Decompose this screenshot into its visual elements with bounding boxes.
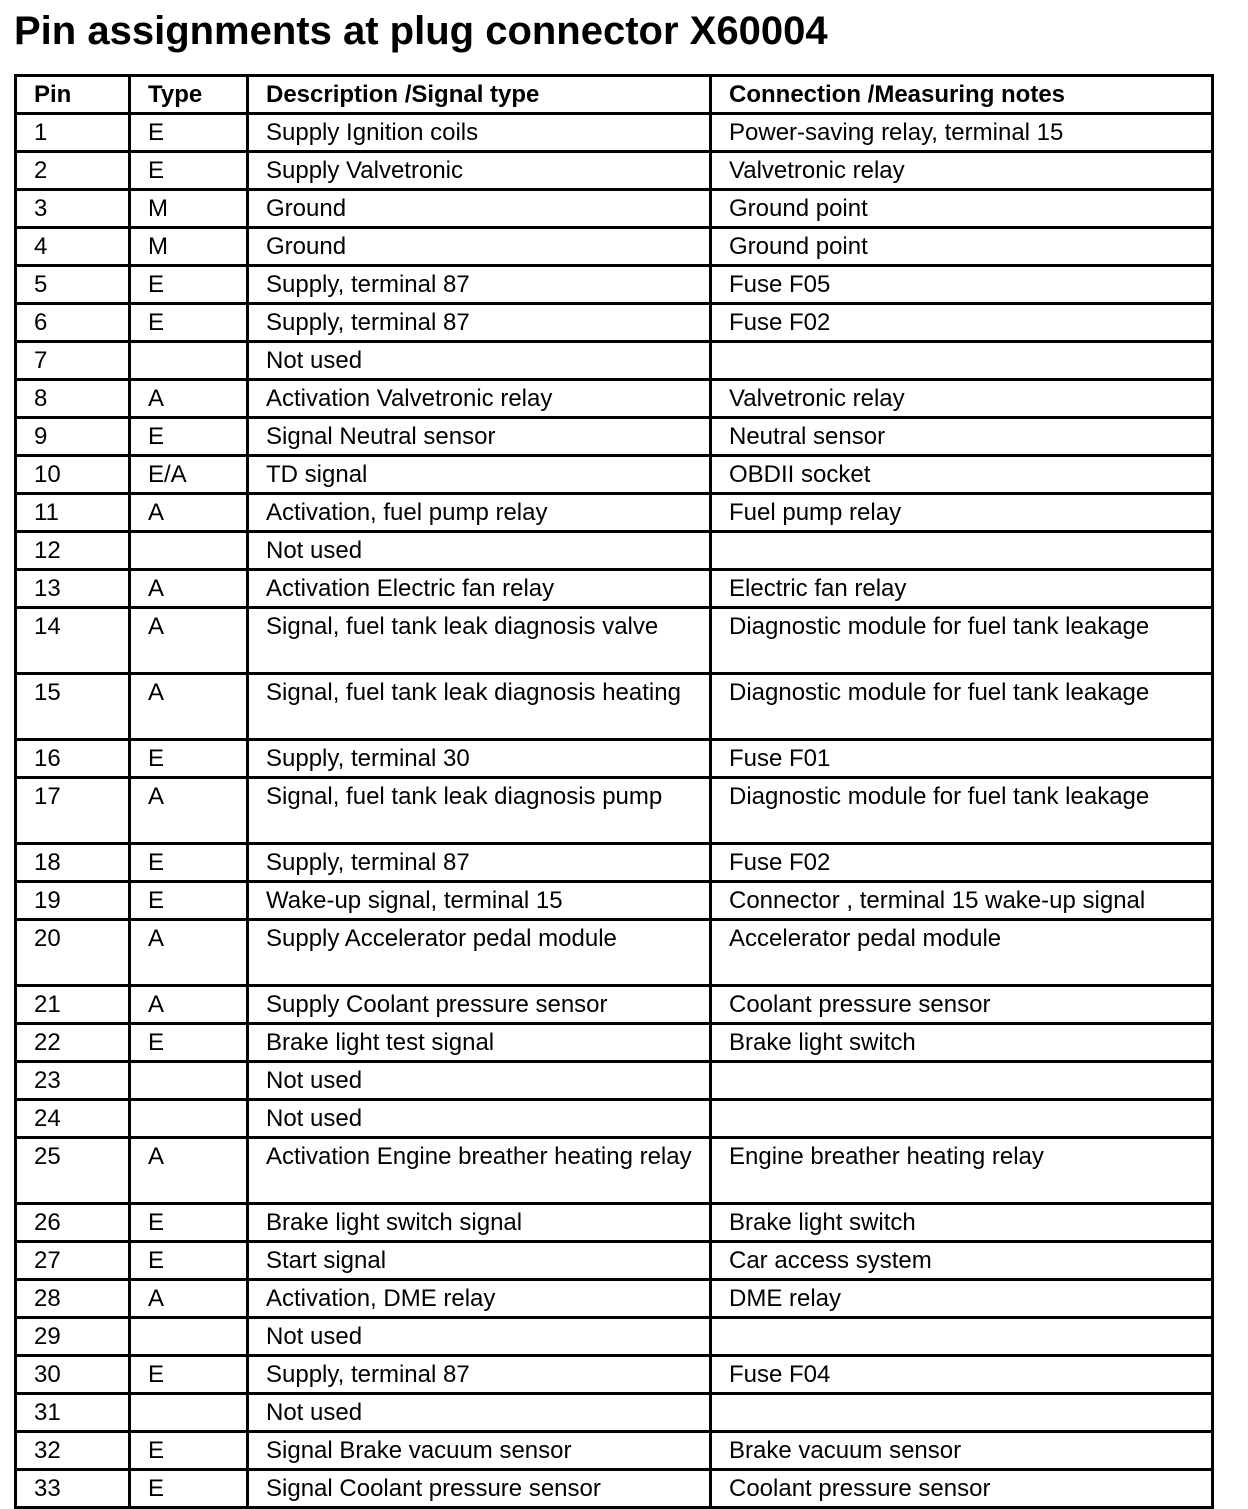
- connection-cell: Fuse F01: [711, 740, 1213, 778]
- description-cell: Not used: [248, 532, 711, 570]
- table-row: [16, 228, 1213, 266]
- type-cell: M: [130, 228, 248, 266]
- description-cell: Supply Ignition coils: [248, 114, 711, 152]
- table-row: [16, 1470, 1213, 1508]
- connection-cell: Ground point: [711, 228, 1213, 266]
- table-row: [16, 532, 1213, 570]
- description-cell: Supply, terminal 87: [248, 844, 711, 882]
- table-row: [16, 1356, 1213, 1394]
- connection-cell: Accelerator pedal module: [711, 920, 1213, 986]
- pin-cell: 12: [16, 532, 130, 570]
- type-cell: A: [130, 608, 248, 674]
- table-row: [16, 674, 1213, 740]
- pin-cell: 30: [16, 1356, 130, 1394]
- pin-cell: 24: [16, 1100, 130, 1138]
- connection-cell: Connector , terminal 15 wake-up signal: [711, 882, 1213, 920]
- description-cell: Signal Brake vacuum sensor: [248, 1432, 711, 1470]
- table-row: [16, 190, 1213, 228]
- type-cell: E: [130, 152, 248, 190]
- column-header-type: Type: [130, 76, 248, 114]
- table-row: [16, 494, 1213, 532]
- type-cell: A: [130, 1280, 248, 1318]
- pin-cell: 3: [16, 190, 130, 228]
- table-row: [16, 1204, 1213, 1242]
- description-cell: Not used: [248, 1318, 711, 1356]
- connection-cell: Fuse F04: [711, 1356, 1213, 1394]
- pin-cell: 9: [16, 418, 130, 456]
- description-cell: Activation Valvetronic relay: [248, 380, 711, 418]
- connection-cell: Fuse F02: [711, 844, 1213, 882]
- type-cell: E: [130, 418, 248, 456]
- type-cell: E: [130, 1204, 248, 1242]
- type-cell: E: [130, 266, 248, 304]
- type-cell: A: [130, 778, 248, 844]
- table-row: [16, 844, 1213, 882]
- table-row: [16, 1432, 1213, 1470]
- type-cell: A: [130, 1138, 248, 1204]
- pin-cell: 26: [16, 1204, 130, 1242]
- connection-cell: Valvetronic relay: [711, 380, 1213, 418]
- table-row: [16, 1024, 1213, 1062]
- type-cell: [130, 1062, 248, 1100]
- type-cell: A: [130, 674, 248, 740]
- pin-cell: 22: [16, 1024, 130, 1062]
- connection-cell: Brake light switch: [711, 1204, 1213, 1242]
- pin-cell: 25: [16, 1138, 130, 1204]
- pin-cell: 1: [16, 114, 130, 152]
- pin-cell: 18: [16, 844, 130, 882]
- type-cell: A: [130, 986, 248, 1024]
- table-row: [16, 152, 1213, 190]
- type-cell: E: [130, 882, 248, 920]
- connection-cell: Ground point: [711, 190, 1213, 228]
- description-cell: Supply, terminal 87: [248, 304, 711, 342]
- pin-cell: 5: [16, 266, 130, 304]
- description-cell: Signal Neutral sensor: [248, 418, 711, 456]
- description-cell: Signal, fuel tank leak diagnosis valve: [248, 608, 711, 674]
- connection-cell: [711, 532, 1213, 570]
- table-row: [16, 778, 1213, 844]
- pin-cell: 23: [16, 1062, 130, 1100]
- connection-cell: [711, 1062, 1213, 1100]
- description-cell: Start signal: [248, 1242, 711, 1280]
- type-cell: [130, 532, 248, 570]
- description-cell: Not used: [248, 1100, 711, 1138]
- type-cell: E: [130, 740, 248, 778]
- pin-cell: 14: [16, 608, 130, 674]
- connection-cell: Engine breather heating relay: [711, 1138, 1213, 1204]
- description-cell: Not used: [248, 342, 711, 380]
- description-cell: TD signal: [248, 456, 711, 494]
- connection-cell: Neutral sensor: [711, 418, 1213, 456]
- table-row: [16, 418, 1213, 456]
- description-cell: Activation, fuel pump relay: [248, 494, 711, 532]
- table-row: [16, 882, 1213, 920]
- type-cell: A: [130, 380, 248, 418]
- table-row: [16, 380, 1213, 418]
- connection-cell: OBDII socket: [711, 456, 1213, 494]
- description-cell: Supply, terminal 87: [248, 1356, 711, 1394]
- type-cell: E: [130, 304, 248, 342]
- pin-cell: 20: [16, 920, 130, 986]
- description-cell: Supply Valvetronic: [248, 152, 711, 190]
- description-cell: Supply, terminal 30: [248, 740, 711, 778]
- type-cell: E/A: [130, 456, 248, 494]
- type-cell: A: [130, 920, 248, 986]
- table-row: [16, 1394, 1213, 1432]
- type-cell: A: [130, 570, 248, 608]
- type-cell: E: [130, 1242, 248, 1280]
- description-cell: Supply Coolant pressure sensor: [248, 986, 711, 1024]
- pin-cell: 19: [16, 882, 130, 920]
- pin-cell: 27: [16, 1242, 130, 1280]
- pin-cell: 16: [16, 740, 130, 778]
- type-cell: [130, 342, 248, 380]
- table-row: [16, 304, 1213, 342]
- type-cell: E: [130, 1432, 248, 1470]
- description-cell: Ground: [248, 228, 711, 266]
- pin-cell: 29: [16, 1318, 130, 1356]
- connection-cell: Diagnostic module for fuel tank leakage: [711, 608, 1213, 674]
- pin-cell: 10: [16, 456, 130, 494]
- description-cell: Signal, fuel tank leak diagnosis pump: [248, 778, 711, 844]
- description-cell: Wake-up signal, terminal 15: [248, 882, 711, 920]
- connection-cell: Car access system: [711, 1242, 1213, 1280]
- pin-cell: 21: [16, 986, 130, 1024]
- connection-cell: Coolant pressure sensor: [711, 986, 1213, 1024]
- column-header-description: Description /Signal type: [248, 76, 711, 114]
- description-cell: Activation Engine breather heating relay: [248, 1138, 711, 1204]
- pin-cell: 11: [16, 494, 130, 532]
- connection-cell: Brake vacuum sensor: [711, 1432, 1213, 1470]
- description-cell: Signal, fuel tank leak diagnosis heating: [248, 674, 711, 740]
- table-row: [16, 986, 1213, 1024]
- table-row: [16, 456, 1213, 494]
- connection-cell: Valvetronic relay: [711, 152, 1213, 190]
- table-header-row: [16, 76, 1213, 114]
- type-cell: E: [130, 844, 248, 882]
- description-cell: Supply Accelerator pedal module: [248, 920, 711, 986]
- pin-cell: 8: [16, 380, 130, 418]
- column-header-connection: Connection /Measuring notes: [711, 76, 1213, 114]
- pin-cell: 31: [16, 1394, 130, 1432]
- connection-cell: Fuse F05: [711, 266, 1213, 304]
- table-row: [16, 114, 1213, 152]
- table-row: [16, 920, 1213, 986]
- pin-cell: 6: [16, 304, 130, 342]
- description-cell: Brake light switch signal: [248, 1204, 711, 1242]
- type-cell: A: [130, 494, 248, 532]
- table-row: [16, 1062, 1213, 1100]
- pin-cell: 15: [16, 674, 130, 740]
- connection-cell: Electric fan relay: [711, 570, 1213, 608]
- table-row: [16, 266, 1213, 304]
- description-cell: Signal Coolant pressure sensor: [248, 1470, 711, 1508]
- type-cell: E: [130, 1470, 248, 1508]
- pin-cell: 33: [16, 1470, 130, 1508]
- description-cell: Activation Electric fan relay: [248, 570, 711, 608]
- connection-cell: [711, 1100, 1213, 1138]
- table-body: [16, 114, 1213, 1508]
- pin-cell: 2: [16, 152, 130, 190]
- description-cell: Activation, DME relay: [248, 1280, 711, 1318]
- description-cell: Not used: [248, 1062, 711, 1100]
- connection-cell: Coolant pressure sensor: [711, 1470, 1213, 1508]
- pin-cell: 7: [16, 342, 130, 380]
- page-title: Pin assignments at plug connector X60004: [14, 9, 828, 53]
- type-cell: [130, 1100, 248, 1138]
- connection-cell: Fuse F02: [711, 304, 1213, 342]
- table-row: [16, 1100, 1213, 1138]
- pin-cell: 28: [16, 1280, 130, 1318]
- description-cell: Supply, terminal 87: [248, 266, 711, 304]
- pin-cell: 32: [16, 1432, 130, 1470]
- table-row: [16, 1138, 1213, 1204]
- connection-cell: Fuel pump relay: [711, 494, 1213, 532]
- description-cell: Brake light test signal: [248, 1024, 711, 1062]
- connection-cell: [711, 342, 1213, 380]
- pin-assignment-table: [14, 74, 1214, 1509]
- connection-cell: DME relay: [711, 1280, 1213, 1318]
- type-cell: E: [130, 1356, 248, 1394]
- pin-cell: 4: [16, 228, 130, 266]
- type-cell: E: [130, 114, 248, 152]
- table-row: [16, 740, 1213, 778]
- type-cell: [130, 1394, 248, 1432]
- type-cell: M: [130, 190, 248, 228]
- table-row: [16, 570, 1213, 608]
- table-row: [16, 1242, 1213, 1280]
- connection-cell: Diagnostic module for fuel tank leakage: [711, 778, 1213, 844]
- pin-cell: 17: [16, 778, 130, 844]
- connection-cell: Power-saving relay, terminal 15: [711, 114, 1213, 152]
- connection-cell: [711, 1394, 1213, 1432]
- description-cell: Ground: [248, 190, 711, 228]
- table-row: [16, 1280, 1213, 1318]
- column-header-pin: Pin: [16, 76, 130, 114]
- table-row: [16, 608, 1213, 674]
- connection-cell: Brake light switch: [711, 1024, 1213, 1062]
- description-cell: Not used: [248, 1394, 711, 1432]
- pin-cell: 13: [16, 570, 130, 608]
- table-row: [16, 342, 1213, 380]
- type-cell: E: [130, 1024, 248, 1062]
- connection-cell: Diagnostic module for fuel tank leakage: [711, 674, 1213, 740]
